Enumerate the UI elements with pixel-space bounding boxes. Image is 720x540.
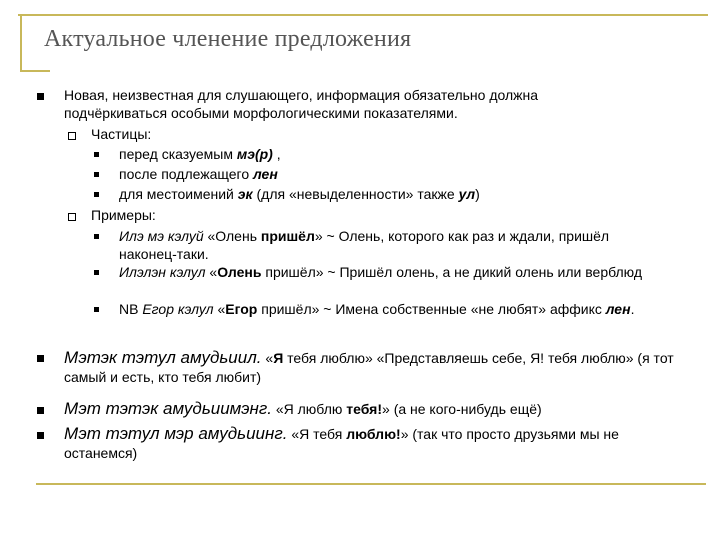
sentence-item-1: Мэтэк тэтул амудьиил. «Я тебя люблю» «Представляешь себе, Я! тебя люблю» (я тот самый и есть, кто тебя любит) (64, 348, 674, 385)
bullet-square-icon (94, 152, 99, 157)
examples-label: Примеры: (91, 207, 156, 223)
slide-bottom-rule (36, 483, 706, 485)
bullet-square-icon (37, 355, 44, 362)
bullet-square-icon (94, 270, 99, 275)
title-frame-top-rule (18, 14, 708, 16)
particle-item-predicate: перед сказуемым мэ(р) , (119, 146, 281, 162)
bullet-square-icon (94, 234, 99, 239)
bullet-square-icon (37, 93, 44, 100)
example-item-1: Илэ мэ кэлуй «Олень пришёл» ~ Олень, которого как раз и ждали, пришёл наконец-таки. (119, 228, 610, 262)
bullet-square-icon (94, 192, 99, 197)
bullet-square-icon (37, 407, 44, 414)
intro-paragraph: Новая, неизвестная для слушающего, информация обязательно должна подчёркиваться особыми морфологическими показателями. (64, 87, 539, 121)
hollow-square-bullet-icon (68, 213, 76, 221)
title-frame-under-rule (20, 70, 50, 72)
bullet-square-icon (94, 172, 99, 177)
particle-item-subject: после подлежащего лен (119, 166, 278, 182)
title-frame-left-rule (20, 14, 22, 72)
particles-label: Частицы: (91, 126, 152, 142)
bullet-square-icon (94, 307, 99, 312)
slide-title: Актуальное членение предложения (44, 26, 412, 52)
sentence-item-2: Мэт тэтэк амудьиимэнг. «Я люблю тебя!» (а не кого-нибудь ещё) (64, 399, 542, 418)
example-item-2: Илэлэн кэлул «Олень пришёл» ~ Пришёл олень, а не дикий олень или верблюд (119, 264, 643, 280)
example-item-3: NB Егор кэлул «Егор пришёл» ~ Имена собственные «не любят» аффикс лен. (119, 301, 635, 317)
hollow-square-bullet-icon (68, 132, 76, 140)
bullet-square-icon (37, 432, 44, 439)
sentence-item-3: Мэт тэтул мэр амудьиинг. «Я тебя люблю!» (так что просто друзьями мы не останемся) (64, 424, 619, 461)
particle-item-pronoun: для местоимений эк (для «невыделенности» также ул) (119, 186, 480, 202)
